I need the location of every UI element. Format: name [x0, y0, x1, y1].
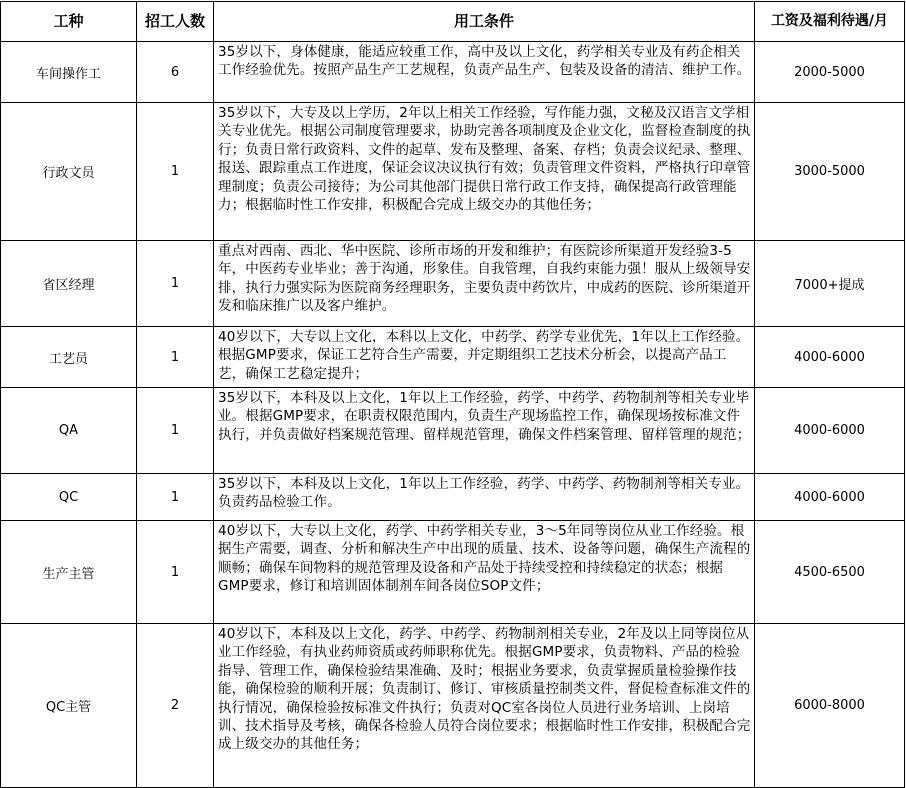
- salary: 2000-5000: [755, 42, 905, 103]
- headcount: 1: [137, 241, 214, 327]
- table-row: [1, 474, 905, 521]
- job-conditions: 35岁以下，大专及以上学历，2年以上相关工作经验，写作能力强，文秘及汉语言文学相关专业优先。根据公司制度管理要求，协助完善各项制度及企业文化，监督检查制度的执行；负责日常行政资料、文件的起草、发布及整理、备案、存档；负责会议纪录、整理、报送、跟踪重点工作进度，保证会议决议执行有效；负责管理文件资料，严格执行印章管理制度；负责公司接待；为公司其他部门提供日常行政工作支持，确保提高行政管理能力；根据临时性工作安排，积极配合完成上级交办的其他任务；: [214, 103, 755, 241]
- job-conditions: 40岁以下，大专以上文化，药学、中药学相关专业，3～5年同等岗位从业工作经验。根据生产需要，调查、分析和解决生产中出现的质量、技术、设备等问题，确保生产流程的顺畅；确保车间物料的规范管理及设备和产品处于持续受控和持续稳定的状态；根据GMP要求，修订和培训固体制剂车间各岗位SOP文件；: [214, 521, 755, 624]
- job-title: 省区经理: [1, 241, 137, 327]
- job-conditions: 35岁以下，本科及以上文化，1年以上工作经验，药学、中药学、药物制剂等相关专业。负责药品检验工作。: [214, 474, 755, 521]
- job-conditions: 40岁以下，大专以上文化，本科以上文化，中药学、药学专业优先，1年以上工作经验。根据GMP要求，保证工艺符合生产需要，并定期组织工艺技术分析会，以提高产品工艺，确保工艺稳定提升；: [214, 327, 755, 388]
- job-title: QC: [1, 474, 137, 521]
- headcount: 6: [137, 42, 214, 103]
- job-conditions: 40岁以下，本科及以上文化，药学、中药学、药物制剂相关专业，2年及以上同等岗位从业工作经验，有执业药师资质或药师职称优先。根据GMP要求，负责物料、产品的检验指导、管理工作，确保检验结果准确、及时；根据业务要求，负责掌握质量检验操作技能，确保检验的顺利开展；负责制订、修订、审核质量控制类文件，督促检查标准文件的执行情况，确保检验按标准文件执行；负责对QC室各岗位人员进行业务培训、上岗培训、技术指导及考核，确保各检验人员符合岗位要求；根据临时性工作安排，积极配合完成上级交办的其他任务；: [214, 624, 755, 788]
- salary: 6000-8000: [755, 624, 905, 788]
- header-conditions: 用工条件: [214, 2, 755, 42]
- header-headcount: 招工人数: [137, 2, 214, 42]
- recruitment-table: [0, 1, 905, 788]
- headcount: 1: [137, 103, 214, 241]
- salary: 7000+提成: [755, 241, 905, 327]
- salary: 4000-6000: [755, 327, 905, 388]
- headcount: 1: [137, 521, 214, 624]
- job-title: QC主管: [1, 624, 137, 788]
- table-row: [1, 388, 905, 474]
- table-row: [1, 327, 905, 388]
- table-row: [1, 42, 905, 103]
- job-title: 车间操作工: [1, 42, 137, 103]
- job-conditions: 35岁以下，身体健康，能适应较重工作，高中及以上文化，药学相关专业及有药企相关工作经验优先。按照产品生产工艺规程，负责产品生产、包装及设备的清洁、维护工作。: [214, 42, 755, 103]
- job-title: 工艺员: [1, 327, 137, 388]
- header-job-title: 工种: [1, 2, 137, 42]
- headcount: 2: [137, 624, 214, 788]
- table-row: [1, 521, 905, 624]
- salary: 4500-6500: [755, 521, 905, 624]
- job-conditions: 重点对西南、西北、华中医院、诊所市场的开发和维护；有医院诊所渠道开发经验3-5年，中医药专业毕业；善于沟通，形象佳。自我管理，自我约束能力强！服从上级领导安排，执行力强实际为医院商务经理职务，主要负责中药饮片，中成药的医院、诊所渠道开发和临床推广以及客户维护。: [214, 241, 755, 327]
- job-title: 生产主管: [1, 521, 137, 624]
- table-row: [1, 624, 905, 788]
- header-row: [1, 2, 905, 42]
- table-row: [1, 103, 905, 241]
- headcount: 1: [137, 388, 214, 474]
- salary: 4000-6000: [755, 388, 905, 474]
- table-row: [1, 241, 905, 327]
- headcount: 1: [137, 474, 214, 521]
- salary: 4000-6000: [755, 474, 905, 521]
- job-conditions: 35岁以下，本科及以上文化，1年以上工作经验，药学、中药学、药物制剂等相关专业毕业。根据GMP要求，在职责权限范围内，负责生产现场监控工作，确保现场按标准文件执行，并负责做好档案规范管理、留样规范管理，确保文件档案管理、留样管理的规范；: [214, 388, 755, 474]
- headcount: 1: [137, 327, 214, 388]
- job-title: 行政文员: [1, 103, 137, 241]
- salary: 3000-5000: [755, 103, 905, 241]
- header-salary: 工资及福利待遇/月: [755, 2, 905, 42]
- job-title: QA: [1, 388, 137, 474]
